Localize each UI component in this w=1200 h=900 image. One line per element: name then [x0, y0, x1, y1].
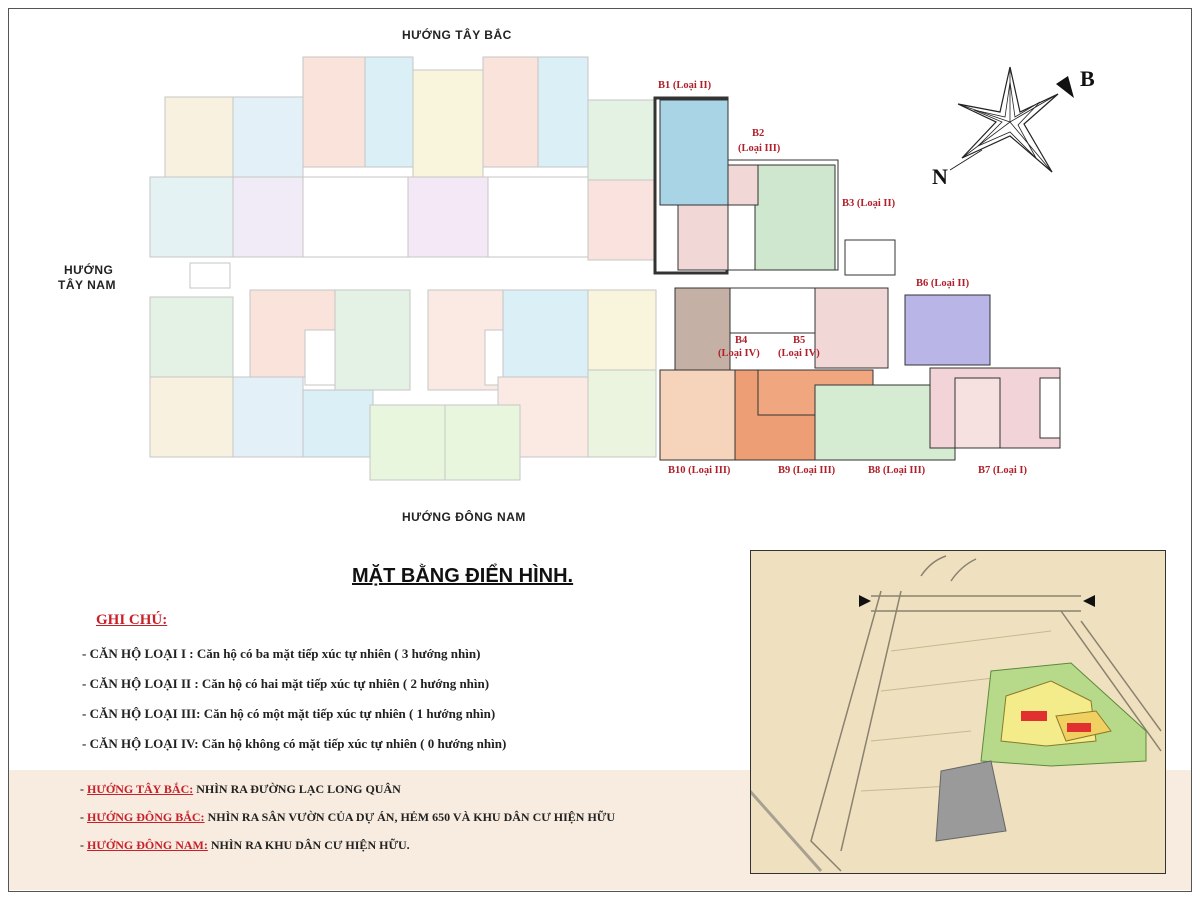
- orientation-text: NHÌN RA SÂN VƯỜN CỦA DỰ ÁN, HẺM 650 VÀ KHU DÂN CƯ HIỆN HỮU: [204, 810, 616, 824]
- orientation-south-east: - HƯỚNG ĐÔNG NAM: NHÌN RA KHU DÂN CƯ HIỆN HỮU.: [80, 838, 410, 852]
- site-plan-map: [751, 551, 1165, 873]
- compass-letter-b: B: [1080, 66, 1095, 91]
- site-plan-inset: [750, 550, 1166, 874]
- unit-label-b10: B10 (Loại III): [668, 465, 731, 476]
- note-type-4: - CĂN HỘ LOẠI IV: Căn hộ không có mặt tiếp xúc tự nhiên ( 0 hướng nhìn): [82, 736, 507, 751]
- unit-label-b2-code: B2: [752, 128, 765, 139]
- orientation-label: HƯỚNG TÂY BẮC:: [87, 782, 194, 796]
- compass-rose: [950, 67, 1074, 172]
- unit-label-b6: B6 (Loại II): [916, 278, 970, 289]
- direction-south-west-line2: TÂY NAM: [58, 278, 116, 292]
- plan-title: MẶT BẰNG ĐIỂN HÌNH.: [352, 565, 574, 587]
- unit-label-b4-type: (Loại IV): [718, 348, 760, 359]
- orientation-label: HƯỚNG ĐÔNG BẮC:: [87, 810, 205, 824]
- compass-letter-n: N: [932, 164, 948, 189]
- direction-south-east: HƯỚNG ĐÔNG NAM: [402, 510, 526, 524]
- unit-label-b9: B9 (Loại III): [778, 465, 836, 476]
- notes-heading: GHI CHÚ:: [96, 612, 168, 628]
- unit-label-b1: B1 (Loại II): [658, 80, 712, 91]
- orientation-text: NHÌN RA ĐƯỜNG LẠC LONG QUÂN: [193, 782, 401, 796]
- unit-label-b5-type: (Loại IV): [778, 348, 820, 359]
- unit-label-b3: B3 (Loại II): [842, 198, 896, 209]
- orientation-north-east: - HƯỚNG ĐÔNG BẮC: NHÌN RA SÂN VƯỜN CỦA DỰ ÁN, HẺM 650 VÀ KHU DÂN CƯ HIỆN HỮU: [80, 810, 616, 824]
- east-wing: [655, 98, 1060, 460]
- note-type-2: - CĂN HỘ LOẠI II : Căn hộ có hai mặt tiếp xúc tự nhiên ( 2 hướng nhìn): [82, 676, 490, 691]
- unit-label-b5-code: B5: [793, 335, 806, 346]
- west-wing-faded: [150, 57, 656, 480]
- direction-south-west-line1: HƯỚNG: [64, 263, 114, 277]
- note-type-3: - CĂN HỘ LOẠI III: Căn hộ có một mặt tiếp xúc tự nhiên ( 1 hướng nhìn): [82, 706, 496, 721]
- unit-label-b4-code: B4: [735, 335, 748, 346]
- orientation-text: NHÌN RA KHU DÂN CƯ HIỆN HỮU.: [207, 838, 410, 852]
- direction-north-west: HƯỚNG TÂY BẮC: [402, 28, 512, 42]
- note-type-1: - CĂN HỘ LOẠI I : Căn hộ có ba mặt tiếp xúc tự nhiên ( 3 hướng nhìn): [82, 646, 481, 661]
- orientation-north-west: - HƯỚNG TÂY BẮC: NHÌN RA ĐƯỜNG LẠC LONG QUÂN: [80, 782, 401, 796]
- unit-label-b8: B8 (Loại III): [868, 465, 926, 476]
- unit-label-b2-type: (Loại III): [738, 143, 781, 154]
- orientation-label: HƯỚNG ĐÔNG NAM:: [87, 838, 208, 852]
- unit-label-b7: B7 (Loại I): [978, 465, 1028, 476]
